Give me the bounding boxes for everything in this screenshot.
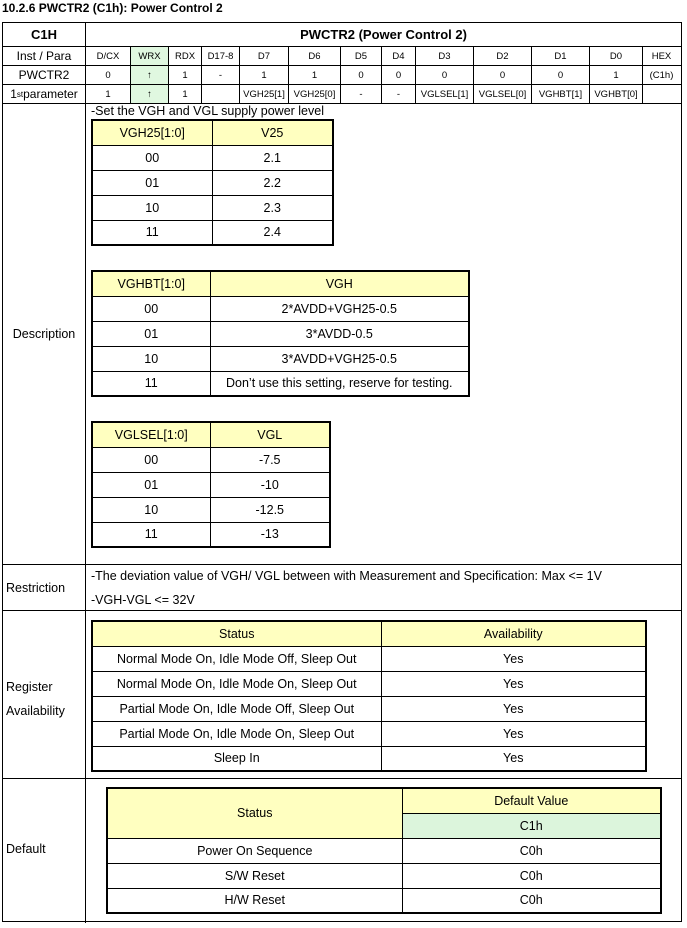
vgh25-table [91,119,334,246]
vgh25-header-value: V25 [212,120,333,145]
bit-value: 0 [557,69,564,81]
bit-value [643,85,680,103]
bit-column-header: D6 [308,50,321,62]
bit-value: - [359,88,363,100]
bit-column-header: D2 [496,50,509,62]
vgh25-value: 2.2 [212,170,333,195]
bit-value: 0 [358,69,364,81]
bit-value: 1 [261,69,267,81]
vgh25-bits: 11 [92,220,212,245]
default-status: Power On Sequence [107,838,402,863]
vghbt-value: Don’t use this setting, reserve for testing. [210,371,469,396]
bit-column-header: HEX [651,50,672,62]
param-label: parameter [23,87,78,101]
bit-value: 1 [182,88,188,100]
availability-status: Sleep In [92,746,381,771]
bit-value: (C1h) [649,69,674,81]
vglsel-bits: 10 [92,497,210,522]
bit-column-header: D/CX [96,50,120,62]
vglsel-value: -10 [210,472,330,497]
availability-status: Normal Mode On, Idle Mode On, Sleep Out [92,671,381,696]
bit-value: VGLSEL[0] [478,88,527,100]
bit-value: 1 [182,69,188,81]
register-availability-label-line: Availability [6,704,65,718]
bit-value: VGH25[1] [243,88,285,100]
bit-value: VGHBT[0] [594,88,638,100]
bit-row-label [3,85,85,103]
bit-row-label: PWCTR2 [18,68,70,82]
vgh25-bits: 01 [92,170,212,195]
availability-header-value: Availability [381,621,646,646]
bit-value: VGHBT[1] [538,88,583,100]
bit-value: - [396,88,401,100]
vglsel-bits: 01 [92,472,210,497]
restriction-line: -VGH-VGL <= 32V [91,593,195,607]
bit-column-header: WRX [131,47,168,65]
vghbt-bits: 01 [92,321,210,346]
availability-value: Yes [381,721,646,746]
default-value: C0h [402,888,661,913]
vglsel-bits: 11 [92,522,210,547]
availability-status: Normal Mode On, Idle Mode Off, Sleep Out [92,646,381,671]
bit-column-header: D0 [609,50,623,62]
availability-status: Partial Mode On, Idle Mode On, Sleep Out [92,721,381,746]
availability-value: Yes [381,671,646,696]
vghbt-header-value: VGH [210,271,469,296]
vgh25-bits: 10 [92,195,212,220]
bit-value: 0 [105,69,111,81]
vglsel-header-value: VGL [210,422,330,447]
register-availability-label-line: Register [6,680,53,694]
vghbt-bits: 10 [92,346,210,371]
bit-column-header: Inst / Para [16,49,72,63]
availability-status: Partial Mode On, Idle Mode Off, Sleep Out [92,696,381,721]
default-header-value-code: C1h [402,813,661,838]
bit-column-header: D7 [257,50,271,62]
vgh25-value: 2.4 [212,220,333,245]
default-status: H/W Reset [107,888,402,913]
vglsel-value: -13 [210,522,330,547]
bit-value: 0 [441,69,448,81]
vgh25-value: 2.1 [212,145,333,170]
bit-value: 1 [311,69,318,81]
vghbt-value: 3*AVDD-0.5 [210,321,469,346]
availability-header-status: Status [92,621,381,646]
restriction-line: -The deviation value of VGH/ VGL between with Measurement and Specification: Max <= 1V [91,569,602,583]
vgh25-bits: 00 [92,145,212,170]
param-ordinal: 1 [10,87,17,101]
bit-column-header: D4 [392,50,405,62]
bit-column-header: RDX [174,50,196,62]
bit-column-header: D17-8 [207,50,234,62]
command-code: C1H [30,27,57,42]
availability-value: Yes [381,646,646,671]
vglsel-value: -12.5 [210,497,330,522]
vghbt-value: 2*AVDD+VGH25-0.5 [210,296,469,321]
bit-column-header: D3 [438,50,451,62]
availability-value: Yes [381,696,646,721]
command-spec-table [2,22,682,922]
restriction-label: Restriction [6,580,66,595]
vglsel-bits: 00 [92,447,210,472]
description-intro: -Set the VGH and VGL supply power level [91,104,324,118]
bit-value: ↑ [131,66,168,84]
default-label: Default [6,842,46,856]
vglsel-value: -7.5 [210,447,330,472]
section-title: 10.2.6 PWCTR2 (C1h): Power Control 2 [2,1,223,15]
vghbt-bits: 00 [92,296,210,321]
default-header-status: Status [107,788,402,838]
bit-value: - [218,69,223,81]
bit-value: VGH25[0] [293,88,336,100]
default-value: C0h [402,863,661,888]
bit-value: 0 [499,69,506,81]
bit-column-header: D1 [554,50,567,62]
command-name: PWCTR2 (Power Control 2) [300,27,467,42]
description-label: Description [12,327,76,341]
vghbt-bits: 11 [92,371,210,396]
vglsel-header-bits: VGLSEL[1:0] [92,422,210,447]
bit-value: 1 [613,69,619,81]
vgh25-header-bits: VGH25[1:0] [92,120,212,145]
default-status: S/W Reset [107,863,402,888]
vghbt-table [91,270,470,397]
bit-value: 1 [105,88,111,100]
availability-value: Yes [381,746,646,771]
register-availability-table [91,620,647,772]
bit-column-header: D5 [354,50,368,62]
bit-value: 0 [395,69,402,81]
bit-value: ↑ [131,85,168,103]
default-value: C0h [402,838,661,863]
bit-value [202,85,239,103]
register-availability-label [6,675,65,723]
vglsel-table [91,421,331,548]
vghbt-header-bits: VGHBT[1:0] [92,271,210,296]
bit-value: VGLSEL[1] [420,88,469,100]
param-ordinal-suffix: st [16,89,24,99]
vghbt-value: 3*AVDD+VGH25-0.5 [210,346,469,371]
vgh25-value: 2.3 [212,195,333,220]
default-table [106,787,662,914]
default-header-value: Default Value [402,788,661,813]
